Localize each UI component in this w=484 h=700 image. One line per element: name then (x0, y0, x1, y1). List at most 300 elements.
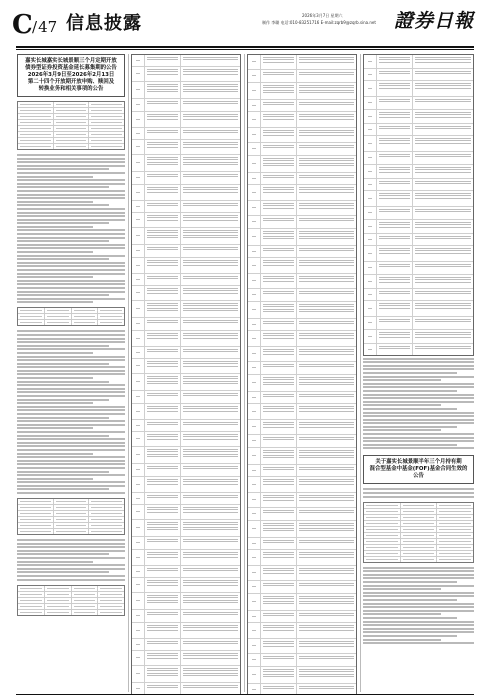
fine-print-line (17, 244, 125, 246)
fine-print-line (17, 301, 93, 303)
table-cell (248, 566, 261, 580)
fine-print-line (363, 379, 441, 381)
table-cell (45, 610, 72, 615)
table-cell (132, 82, 145, 98)
fine-print-line (17, 255, 125, 257)
table-cell (181, 432, 240, 446)
table-cell (132, 347, 145, 358)
table-cell (145, 274, 181, 285)
table-row (364, 124, 473, 136)
table-cell (377, 55, 413, 68)
table-cell (261, 375, 297, 391)
table-cell (181, 610, 240, 622)
fine-print-line (17, 424, 125, 426)
table-row (248, 229, 356, 246)
table-row (132, 639, 240, 651)
table-cell (145, 683, 181, 694)
fine-print-line (363, 570, 474, 572)
table-cell (72, 320, 99, 325)
fine-print-line (363, 394, 474, 396)
table-row (132, 520, 240, 537)
table-cell (248, 420, 261, 434)
table-cell (261, 201, 297, 215)
table-cell (261, 347, 297, 361)
table-cell (181, 505, 240, 519)
table-cell (132, 228, 145, 244)
table-cell (54, 517, 90, 522)
table-row (248, 667, 356, 684)
table-cell (297, 465, 356, 476)
fine-print-line (363, 624, 474, 626)
fine-print-line (17, 471, 109, 473)
table-cell (437, 503, 473, 508)
table-cell (248, 623, 261, 638)
table-cell (18, 308, 45, 313)
table-row (132, 140, 240, 155)
table-cell (377, 97, 413, 109)
table-cell (364, 179, 377, 190)
fine-print-line (17, 568, 125, 570)
table-cell (72, 592, 99, 597)
table-row (248, 611, 356, 623)
table-cell (132, 520, 145, 536)
table-cell (181, 347, 240, 358)
table-cell (297, 435, 356, 447)
table-cell (261, 246, 297, 257)
table-cell (297, 684, 356, 694)
table-row (364, 69, 473, 81)
fine-print-line (17, 194, 125, 196)
table-cell (145, 155, 181, 171)
fine-print-line (17, 262, 125, 264)
table-cell (181, 537, 240, 549)
table-cell (413, 207, 473, 219)
table-row (132, 477, 240, 493)
fine-print-line (363, 444, 457, 446)
table-row (364, 275, 473, 289)
table-cell (181, 99, 240, 111)
table-cell (261, 289, 297, 301)
fine-print-line (17, 413, 125, 415)
table-row (364, 207, 473, 220)
table-cell (261, 331, 297, 346)
table-cell (248, 477, 261, 492)
table-cell (248, 493, 261, 507)
table-cell (377, 152, 413, 164)
table-cell (248, 216, 261, 228)
table-cell (364, 521, 401, 526)
fine-print-line (363, 577, 474, 579)
fine-print-line (17, 388, 125, 390)
fine-print-line (17, 208, 125, 210)
table-cell (98, 586, 124, 591)
table-cell (248, 550, 261, 565)
table-cell (132, 432, 145, 446)
table-cell (18, 108, 54, 113)
table-cell (248, 581, 261, 593)
table-cell (145, 420, 181, 431)
table-row (132, 128, 240, 140)
table-cell (364, 503, 401, 508)
table-row (132, 578, 240, 593)
table-cell (364, 124, 377, 135)
table-cell (181, 550, 240, 565)
table-cell (98, 592, 124, 597)
table-cell (364, 234, 377, 245)
fine-print-line (17, 240, 109, 242)
fine-print-line (17, 399, 109, 401)
fine-print-line (17, 579, 125, 581)
table-cell (377, 124, 413, 135)
table-cell (377, 301, 413, 316)
table-cell (132, 374, 145, 390)
table-cell (181, 593, 240, 609)
fine-print-line (17, 420, 125, 422)
date-line: 2026年3月7日 星期六 (302, 13, 343, 18)
table-cell (132, 213, 145, 227)
table-cell (297, 289, 356, 301)
fine-print-line (17, 215, 125, 217)
table-cell (248, 611, 261, 622)
table-cell (413, 275, 473, 288)
fine-print-line (17, 247, 125, 249)
table-row (18, 320, 124, 325)
table-cell (54, 132, 90, 137)
table-cell (261, 392, 297, 403)
table-row (248, 392, 356, 404)
table-cell (18, 320, 45, 325)
table-cell (297, 83, 356, 99)
fine-print-line (17, 298, 125, 300)
table-cell (181, 201, 240, 212)
table-cell (248, 274, 261, 288)
small-table (17, 101, 125, 150)
table-row (248, 83, 356, 100)
table-cell (248, 70, 261, 82)
table-cell (181, 477, 240, 492)
table-cell (248, 112, 261, 127)
fine-print-line (17, 269, 125, 271)
table-cell (297, 654, 356, 666)
table-row (132, 447, 240, 464)
table-cell (18, 610, 45, 615)
table-cell (145, 432, 181, 446)
table-row (132, 391, 240, 404)
fine-print-line (17, 190, 125, 192)
table-cell (89, 132, 124, 137)
table-cell (18, 102, 54, 107)
table-cell (181, 155, 240, 171)
table-cell (248, 654, 261, 666)
table-row (132, 258, 240, 274)
fine-print-line (17, 294, 109, 296)
right-article-title (363, 455, 474, 484)
table-row (248, 128, 356, 143)
table-row (132, 185, 240, 201)
table-row (248, 331, 356, 347)
table-cell (401, 533, 438, 538)
table-cell (54, 126, 90, 131)
table-cell (377, 234, 413, 245)
table-row (248, 112, 356, 128)
table-cell (364, 55, 377, 68)
table-cell (18, 586, 45, 591)
table-cell (377, 207, 413, 219)
table-cell (437, 557, 473, 562)
table-cell (377, 317, 413, 329)
table-row (132, 286, 240, 301)
fine-print-line (17, 291, 125, 293)
table-cell (261, 623, 297, 638)
table-cell (413, 262, 473, 274)
table-cell (297, 302, 356, 318)
table-cell (413, 344, 473, 355)
table-cell (54, 511, 90, 516)
fine-print-line (363, 599, 457, 601)
column-divider (128, 54, 129, 692)
fine-print-line (363, 617, 457, 619)
disclosure-table (363, 54, 474, 356)
table-cell (261, 258, 297, 273)
table-cell (297, 112, 356, 127)
fine-print-line (363, 631, 474, 633)
table-cell (89, 511, 124, 516)
brand-logo: 證券日報 (394, 10, 475, 32)
table-cell (261, 477, 297, 492)
table-cell (364, 533, 401, 538)
table-cell (45, 314, 72, 319)
fine-print-line (17, 359, 125, 361)
fine-print-line (363, 401, 474, 403)
fine-print-line (17, 481, 125, 483)
left-title-line: 2026年3月9日至2026年2月13日 (27, 72, 115, 78)
table-cell (132, 537, 145, 549)
fine-print-line (363, 429, 441, 431)
table-cell (248, 128, 261, 142)
table-cell (132, 258, 145, 273)
fine-print-line (17, 391, 125, 393)
table-row (132, 347, 240, 359)
right-title-line: 公告 (413, 473, 424, 480)
table-cell (132, 464, 145, 476)
table-cell (98, 604, 124, 609)
table-cell (248, 448, 261, 464)
table-cell (377, 275, 413, 288)
small-table (363, 502, 474, 563)
table-cell (413, 81, 473, 96)
table-cell (364, 97, 377, 109)
table-cell (297, 55, 356, 69)
table-cell (181, 67, 240, 81)
table-cell (401, 503, 438, 508)
table-cell (248, 594, 261, 610)
left-title-line: 转换业务和相关事项的公告 (38, 86, 104, 92)
table-row (364, 246, 473, 262)
table-cell (248, 173, 261, 184)
table-cell (54, 138, 90, 143)
table-cell (401, 557, 438, 562)
table-cell (248, 404, 261, 419)
table-cell (401, 515, 438, 520)
table-cell (132, 172, 145, 184)
table-cell (89, 144, 124, 149)
table-row (248, 493, 356, 508)
table-cell (297, 156, 356, 172)
fine-print-line (17, 543, 125, 545)
table-cell (54, 505, 90, 510)
table-cell (297, 274, 356, 288)
fine-print-line (17, 402, 93, 404)
table-cell (261, 667, 297, 683)
table-cell (89, 517, 124, 522)
table-cell (132, 683, 145, 694)
table-row (248, 375, 356, 392)
table-row (248, 465, 356, 477)
table-cell (145, 666, 181, 682)
table-cell (261, 611, 297, 622)
table-cell (297, 404, 356, 419)
table-cell (54, 102, 90, 107)
table-row (132, 301, 240, 318)
fine-print-line (17, 341, 125, 343)
fine-print-line (17, 276, 93, 278)
table-row (248, 550, 356, 566)
table-cell (181, 82, 240, 98)
fine-print-line (17, 546, 125, 548)
table-row (364, 165, 473, 179)
fine-print-line (363, 440, 474, 442)
table-cell (297, 173, 356, 184)
table-cell (181, 493, 240, 504)
table-cell (132, 359, 145, 373)
table-row (132, 550, 240, 566)
table-row (364, 179, 473, 191)
fine-print-line (363, 365, 474, 367)
table-cell (297, 508, 356, 520)
table-cell (261, 420, 297, 434)
table-cell (89, 505, 124, 510)
table-cell (297, 667, 356, 683)
table-row (364, 81, 473, 97)
table-cell (89, 126, 124, 131)
table-cell (261, 143, 297, 155)
table-cell (413, 110, 473, 123)
table-cell (54, 523, 90, 528)
table-cell (261, 654, 297, 666)
fine-print-line (17, 273, 125, 275)
table-cell (145, 623, 181, 638)
table-row (132, 593, 240, 610)
table-cell (248, 347, 261, 361)
table-cell (437, 509, 473, 514)
table-cell (45, 592, 72, 597)
table-cell (364, 136, 377, 151)
table-cell (181, 666, 240, 682)
table-cell (297, 331, 356, 346)
fine-print-line (17, 417, 109, 419)
table-cell (54, 529, 90, 534)
table-cell (377, 81, 413, 96)
table-cell (181, 447, 240, 463)
table-cell (18, 114, 54, 119)
table-cell (18, 517, 54, 522)
fine-print-line (17, 370, 125, 372)
table-row (132, 359, 240, 374)
fine-print-line (363, 358, 474, 360)
table-cell (297, 229, 356, 245)
fine-print-line (363, 642, 474, 644)
table-row (132, 112, 240, 128)
table-cell (132, 67, 145, 81)
table-row (248, 143, 356, 156)
fine-print-line (17, 161, 125, 163)
fine-print-line (363, 383, 474, 385)
table-cell (364, 545, 401, 550)
table-column-3 (247, 54, 357, 694)
table-row (364, 234, 473, 246)
table-cell (364, 220, 377, 233)
table-row (132, 623, 240, 639)
fine-print-line (363, 386, 474, 388)
fine-print-line (363, 372, 457, 374)
fine-print-line (17, 186, 109, 188)
fine-print-line (363, 613, 441, 615)
table-cell (181, 258, 240, 273)
table-cell (261, 465, 297, 476)
table-cell (377, 262, 413, 274)
table-row (364, 97, 473, 110)
fine-print-line (363, 376, 474, 378)
header-rule-thin (16, 49, 474, 50)
table-cell (98, 610, 124, 615)
table-cell (145, 286, 181, 300)
table-cell (132, 55, 145, 66)
table-cell (364, 110, 377, 123)
table-cell (145, 639, 181, 650)
table-cell (297, 185, 356, 200)
table-cell (145, 185, 181, 200)
table-cell (261, 319, 297, 330)
table-row (132, 610, 240, 623)
table-cell (181, 639, 240, 650)
fine-print-line (363, 361, 474, 363)
table-cell (181, 301, 240, 317)
fine-print-line (17, 438, 125, 440)
table-cell (145, 172, 181, 184)
fine-print-line (17, 478, 93, 480)
table-cell (98, 320, 124, 325)
table-cell (413, 330, 473, 343)
fine-print-line (17, 431, 125, 433)
table-cell (261, 173, 297, 184)
table-cell (364, 509, 401, 514)
page-letter: C (12, 10, 33, 40)
fine-print-line (363, 588, 441, 590)
table-cell (132, 245, 145, 257)
table-row (132, 67, 240, 82)
table-cell (413, 191, 473, 206)
small-table (17, 498, 125, 535)
table-cell (377, 69, 413, 80)
fine-print-line (363, 415, 474, 417)
table-row (364, 289, 473, 301)
table-cell (377, 110, 413, 123)
table-cell (364, 152, 377, 164)
table-row (132, 374, 240, 391)
table-row (132, 274, 240, 286)
table-cell (132, 274, 145, 285)
table-cell (132, 404, 145, 419)
